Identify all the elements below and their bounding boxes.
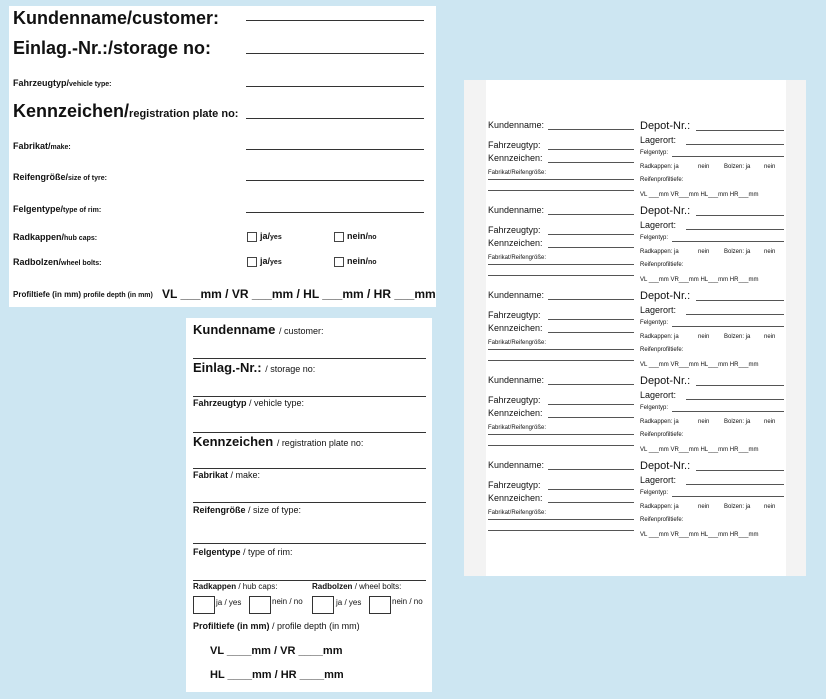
fill-line[interactable] <box>686 399 784 400</box>
hub-caps-no[interactable]: nein/no <box>334 231 377 242</box>
bolts-label: Bolzen: ja <box>724 334 751 340</box>
tyre-size-field[interactable] <box>246 180 424 181</box>
storage-label: Einlag.-Nr.:/storage no: <box>13 38 212 58</box>
plate-field[interactable] <box>193 468 426 469</box>
storage-label: Lagerort: <box>640 220 677 230</box>
make-field[interactable] <box>193 502 426 503</box>
vehicle-type-field[interactable] <box>246 86 424 87</box>
profile-row: VL ___mm VR___mm HL___mm HR___mm <box>640 277 759 283</box>
profile-row: VL ___mm VR___mm HL___mm HR___mm <box>640 192 759 198</box>
wheel-bolts-label: Radbolzen/wheel bolts: <box>13 257 102 267</box>
rim-label: Felgentype / type of rim: <box>193 547 293 557</box>
customer-label: Kundenname: <box>488 205 545 215</box>
make-label: Fabrikat/make: <box>13 141 71 151</box>
depot-label: Depot-Nr.: <box>640 120 691 132</box>
fill-line[interactable] <box>686 484 784 485</box>
caps-label: Radkappen: ja <box>640 249 679 255</box>
profile-label: Reifenprofiltiefe: <box>640 177 684 183</box>
storage-label: Lagerort: <box>640 305 677 315</box>
caps-label: Radkappen: ja <box>640 504 679 510</box>
customer-label: Kundenname/customer: <box>13 8 220 28</box>
vehicle-label: Fahrzeugtyp: <box>488 395 541 405</box>
fill-line[interactable] <box>548 129 634 130</box>
label-card-portrait <box>186 318 432 692</box>
fill-line[interactable] <box>488 190 634 191</box>
bolts-label: Bolzen: ja <box>724 249 751 255</box>
hub-caps-yes[interactable]: ja/yes <box>247 231 282 242</box>
caps-no-label: nein <box>698 164 710 170</box>
profile-label: Profiltiefe (in mm) profile depth (in mm) <box>13 290 153 299</box>
fill-line[interactable] <box>686 229 784 230</box>
hub-caps-label: Radkappen / hub caps: <box>193 582 278 591</box>
rim-label: Felgentype/type of rim: <box>13 204 102 214</box>
profile-label: Reifenprofiltiefe: <box>640 262 684 268</box>
make-label: Fabrikat/Reifengröße: <box>488 425 547 431</box>
fill-line[interactable] <box>672 411 784 412</box>
make-label: Fabrikat/Reifengröße: <box>488 170 547 176</box>
plate-label: Kennzeichen: <box>488 323 543 333</box>
profile-label: Reifenprofiltiefe: <box>640 347 684 353</box>
fill-line[interactable] <box>686 314 784 315</box>
caps-no-label: nein <box>698 334 710 340</box>
tyre-size-label: Reifengröße/size of tyre: <box>13 172 107 182</box>
vehicle-label: Fahrzeugtyp: <box>488 310 541 320</box>
fill-line[interactable] <box>488 360 634 361</box>
fill-line[interactable] <box>696 385 784 386</box>
label-sheet <box>464 80 806 576</box>
fill-line[interactable] <box>548 234 634 235</box>
storage-label: Einlag.-Nr.: / storage no: <box>193 360 316 375</box>
profile-row-front: VL ____mm / VR ____mm <box>210 645 343 657</box>
bolts-no-label: nein <box>764 504 776 510</box>
sheet-label-block <box>486 203 786 288</box>
caps-label: Radkappen: ja <box>640 164 679 170</box>
rim-label: Felgentyp: <box>640 490 669 496</box>
customer-field[interactable] <box>193 358 426 359</box>
sheet-label-block <box>486 373 786 458</box>
vehicle-label: Fahrzeugtyp: <box>488 480 541 490</box>
fill-line[interactable] <box>672 241 784 242</box>
wheel-bolts-no[interactable]: nein/no <box>334 256 377 267</box>
bolts-no-label: nein <box>764 334 776 340</box>
fill-line[interactable] <box>548 299 634 300</box>
rim-field[interactable] <box>193 580 426 581</box>
fill-line[interactable] <box>548 417 634 418</box>
caps-label: Radkappen: ja <box>640 419 679 425</box>
fill-line[interactable] <box>548 214 634 215</box>
caps-no-label: nein <box>698 504 710 510</box>
make-label: Fabrikat/Reifengröße: <box>488 255 547 261</box>
tyre-size-label: Reifengröße / size of type: <box>193 505 302 515</box>
customer-label: Kundenname: <box>488 460 545 470</box>
profile-row: VL ___mm VR___mm HL___mm HR___mm <box>640 447 759 453</box>
plate-label: Kennzeichen: <box>488 153 543 163</box>
profile-row: VL ___mm / VR ___mm / HL ___mm / HR ___mm <box>162 287 436 301</box>
depot-label: Depot-Nr.: <box>640 460 691 472</box>
fill-line[interactable] <box>672 496 784 497</box>
storage-label: Lagerort: <box>640 475 677 485</box>
bolts-label: Bolzen: ja <box>724 504 751 510</box>
caps-label: Radkappen: ja <box>640 334 679 340</box>
fill-line[interactable] <box>696 215 784 216</box>
depot-label: Depot-Nr.: <box>640 290 691 302</box>
profile-label: Reifenprofiltiefe: <box>640 517 684 523</box>
make-label: Fabrikat / make: <box>193 470 261 480</box>
make-field[interactable] <box>246 149 424 150</box>
fill-line[interactable] <box>488 349 634 350</box>
depot-label: Depot-Nr.: <box>640 205 691 217</box>
profile-row-rear: HL ____mm / HR ____mm <box>210 669 344 681</box>
fill-line[interactable] <box>548 149 634 150</box>
plate-label: Kennzeichen: <box>488 408 543 418</box>
plate-label: Kennzeichen: <box>488 238 543 248</box>
profile-row: VL ___mm VR___mm HL___mm HR___mm <box>640 532 759 538</box>
fill-line[interactable] <box>696 470 784 471</box>
caps-no-label: nein <box>698 249 710 255</box>
hub-caps-yes-label: ja / yes <box>216 598 242 607</box>
rim-label: Felgentyp: <box>640 150 669 156</box>
sheet-label-block <box>486 458 786 543</box>
profile-row: VL ___mm VR___mm HL___mm HR___mm <box>640 362 759 368</box>
fill-line[interactable] <box>548 384 634 385</box>
sheet-page <box>486 80 786 576</box>
wheel-bolts-no-checkbox[interactable] <box>369 596 391 614</box>
wheel-bolts-yes-label: ja / yes <box>336 598 362 607</box>
fill-line[interactable] <box>548 489 634 490</box>
fill-line[interactable] <box>548 404 634 405</box>
checkbox[interactable] <box>247 257 257 267</box>
hub-caps-label: Radkappen/hub caps: <box>13 232 98 242</box>
customer-label: Kundenname: <box>488 375 545 385</box>
label-card-large <box>9 6 436 307</box>
profile-label: Reifenprofiltiefe: <box>640 432 684 438</box>
vehicle-type-label: Fahrzeugtyp/vehicle type: <box>13 78 112 88</box>
fill-line[interactable] <box>548 319 634 320</box>
plate-field[interactable] <box>246 118 424 119</box>
checkbox[interactable] <box>334 257 344 267</box>
checkbox[interactable] <box>247 232 257 242</box>
fill-line[interactable] <box>686 144 784 145</box>
plate-label: Kennzeichen/registration plate no: <box>13 101 239 121</box>
bolts-label: Bolzen: ja <box>724 164 751 170</box>
storage-field[interactable] <box>193 396 426 397</box>
fill-line[interactable] <box>696 300 784 301</box>
bolts-no-label: nein <box>764 249 776 255</box>
make-label: Fabrikat/Reifengröße: <box>488 340 547 346</box>
customer-label: Kundenname: <box>488 290 545 300</box>
sheet-label-block <box>486 288 786 373</box>
caps-no-label: nein <box>698 419 710 425</box>
storage-field[interactable] <box>246 53 424 54</box>
rim-label: Felgentyp: <box>640 235 669 241</box>
fill-line[interactable] <box>488 179 634 180</box>
vehicle-label: Fahrzeugtyp: <box>488 140 541 150</box>
customer-label: Kundenname: <box>488 120 545 130</box>
rim-field[interactable] <box>246 212 424 213</box>
fill-line[interactable] <box>548 502 634 503</box>
wheel-bolts-yes-checkbox[interactable] <box>312 596 334 614</box>
fill-line[interactable] <box>672 156 784 157</box>
plate-label: Kennzeichen: <box>488 493 543 503</box>
plate-label: Kennzeichen / registration plate no: <box>193 434 364 449</box>
fill-line[interactable] <box>696 130 784 131</box>
profile-label: Profiltiefe (in mm) / profile depth (in mm) <box>193 621 360 631</box>
make-label: Fabrikat/Reifengröße: <box>488 510 547 516</box>
fill-line[interactable] <box>488 275 634 276</box>
vehicle-label: Fahrzeugtyp: <box>488 225 541 235</box>
bolts-label: Bolzen: ja <box>724 419 751 425</box>
fill-line[interactable] <box>548 469 634 470</box>
hub-caps-no-label: nein / no <box>272 597 303 606</box>
wheel-bolts-no-label: nein / no <box>392 597 423 606</box>
vehicle-type-field[interactable] <box>193 432 426 433</box>
fill-line[interactable] <box>488 434 634 435</box>
fill-line[interactable] <box>488 519 634 520</box>
bolts-no-label: nein <box>764 419 776 425</box>
tyre-size-field[interactable] <box>193 543 426 544</box>
depot-label: Depot-Nr.: <box>640 375 691 387</box>
fill-line[interactable] <box>548 247 634 248</box>
rim-label: Felgentyp: <box>640 320 669 326</box>
sheet-label-block <box>486 118 786 203</box>
fill-line[interactable] <box>672 326 784 327</box>
hub-caps-no-checkbox[interactable] <box>249 596 271 614</box>
wheel-bolts-label: Radbolzen / wheel bolts: <box>312 582 402 591</box>
fill-line[interactable] <box>488 264 634 265</box>
wheel-bolts-yes[interactable]: ja/yes <box>247 256 282 267</box>
storage-label: Lagerort: <box>640 390 677 400</box>
storage-label: Lagerort: <box>640 135 677 145</box>
customer-field[interactable] <box>246 20 424 21</box>
bolts-no-label: nein <box>764 164 776 170</box>
checkbox[interactable] <box>334 232 344 242</box>
vehicle-type-label: Fahrzeugtyp / vehicle type: <box>193 398 305 408</box>
rim-label: Felgentyp: <box>640 405 669 411</box>
hub-caps-yes-checkbox[interactable] <box>193 596 215 614</box>
fill-line[interactable] <box>488 530 634 531</box>
fill-line[interactable] <box>488 445 634 446</box>
fill-line[interactable] <box>548 332 634 333</box>
fill-line[interactable] <box>548 162 634 163</box>
customer-label: Kundenname / customer: <box>193 322 324 337</box>
